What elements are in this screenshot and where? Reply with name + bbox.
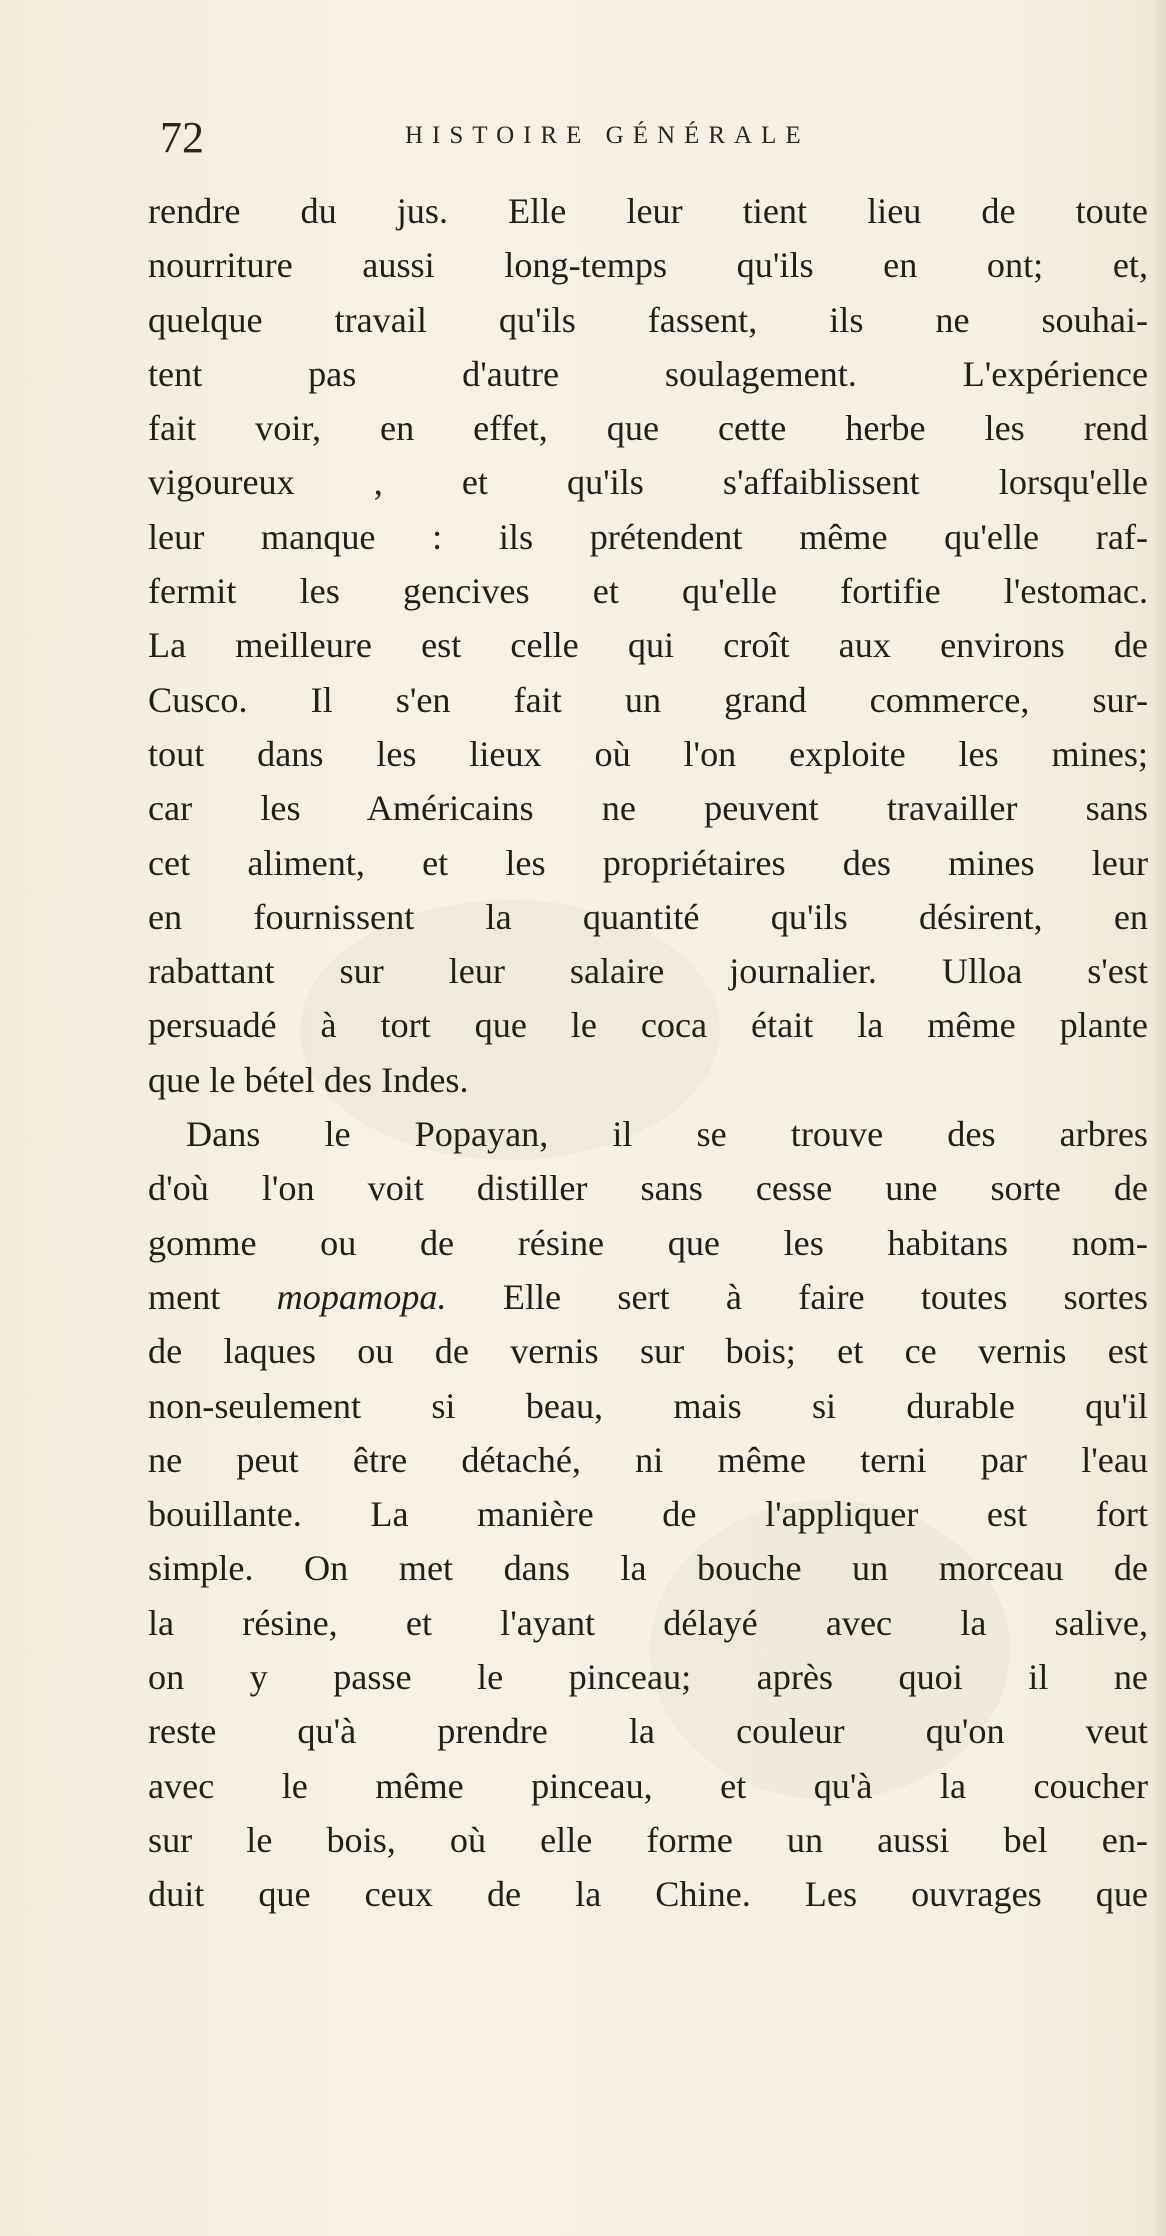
body-text xyxy=(148,184,1148,1922)
text-line: car les Américains ne peuvent travailler sans xyxy=(148,788,1148,829)
text-line: leur manque : ils prétendent même qu'elle raf- xyxy=(148,516,1148,557)
text-line: quelque travail qu'ils fassent, ils ne souhai- xyxy=(148,299,1148,340)
text-line: de laques ou de vernis sur bois; et ce vernis est xyxy=(148,1331,1148,1372)
text-line: nourriture aussi long-temps qu'ils en ont; et, xyxy=(148,245,1148,286)
italic-term: mopamopa. xyxy=(276,1276,447,1317)
text-line: cet aliment, et les propriétaires des mines leur xyxy=(148,842,1148,883)
text-line: fermit les gencives et qu'elle fortifie l'estomac. xyxy=(148,571,1148,612)
text-line: rabattant sur leur salaire journalier. Ulloa s'est xyxy=(148,951,1148,992)
page-number: 72 xyxy=(160,113,204,162)
text-line-indented: Dans le Popayan, il se trouve des arbres xyxy=(186,1114,1148,1155)
text-line: rendre du jus. Elle leur tient lieu de toute xyxy=(148,191,1148,231)
text-segment: ment xyxy=(148,1276,277,1317)
text-line: ne peut être détaché, ni même terni par l'eau xyxy=(148,1439,1148,1480)
text-line: Cusco. Il s'en fait un grand commerce, sur- xyxy=(148,679,1148,720)
text-line: tout dans les lieux où l'on exploite les mines; xyxy=(148,733,1148,774)
text-line: tent pas d'autre soulagement. L'expérience xyxy=(148,353,1148,394)
text-line: simple. On met dans la bouche un morceau de xyxy=(148,1548,1148,1589)
text-line: fait voir, en effet, que cette herbe les rend xyxy=(148,408,1148,449)
page-header xyxy=(160,112,1020,172)
text-line: avec le même pinceau, et qu'à la coucher xyxy=(148,1765,1148,1806)
text-segment: Elle sert à faire toutes sortes xyxy=(446,1276,1149,1317)
paragraph-2 xyxy=(148,1107,1148,1921)
text-line: sur le bois, où elle forme un aussi bel en- xyxy=(148,1819,1148,1860)
text-line: duit que ceux de la Chine. Les ouvrages que xyxy=(148,1874,1148,1915)
paragraph-1 xyxy=(148,184,1148,1107)
running-head: HISTOIRE GÉNÉRALE xyxy=(405,122,810,149)
text-line: d'où l'on voit distiller sans cesse une sorte de xyxy=(148,1168,1148,1209)
text-line: on y passe le pinceau; après quoi il ne xyxy=(148,1657,1148,1698)
text-line: en fournissent la quantité qu'ils désirent, en xyxy=(148,896,1148,937)
text-line: non-seulement si beau, mais si durable qu'il xyxy=(148,1385,1148,1426)
text-line: la résine, et l'ayant délayé avec la salive, xyxy=(148,1602,1148,1643)
text-line-last: que le bétel des Indes. xyxy=(148,1059,469,1100)
text-line-with-italic xyxy=(148,1270,1148,1324)
text-line: persuadé à tort que le coca était la même plante xyxy=(148,1005,1148,1046)
text-line: La meilleure est celle qui croît aux environs de xyxy=(148,625,1148,666)
page-edge-shadow xyxy=(1152,0,1166,2236)
text-line: gomme ou de résine que les habitans nom- xyxy=(148,1222,1148,1263)
text-line: reste qu'à prendre la couleur qu'on veut xyxy=(148,1711,1148,1752)
text-line: vigoureux , et qu'ils s'affaiblissent lorsqu'elle xyxy=(148,462,1148,503)
text-line: bouillante. La manière de l'appliquer est fort xyxy=(148,1494,1148,1535)
